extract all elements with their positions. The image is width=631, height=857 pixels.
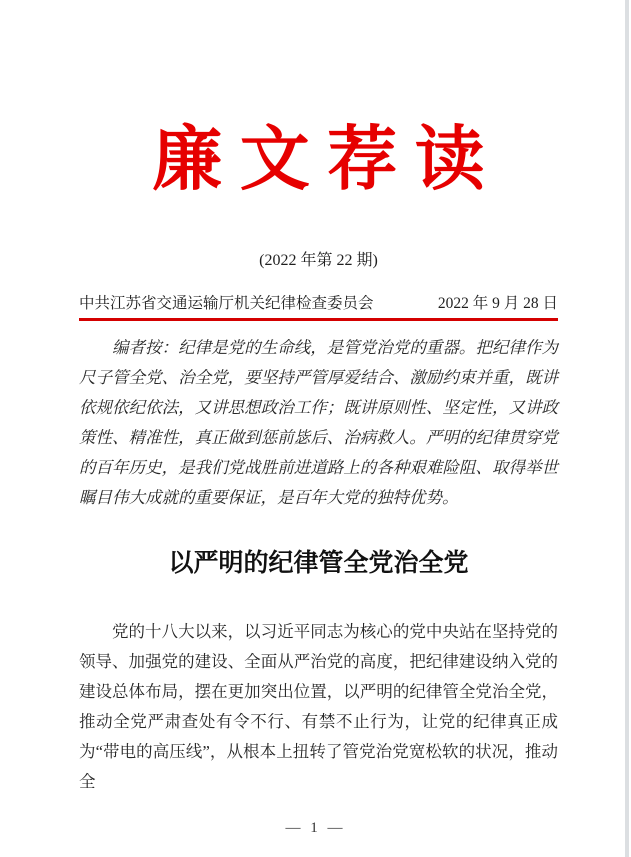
page-right-edge	[625, 0, 629, 857]
document-masthead-title: 廉 文 荐 读	[152, 122, 485, 199]
page-number: — 1 —	[285, 820, 346, 836]
issue-number: (2022 年第 22 期)	[259, 252, 378, 269]
publication-date: 2022 年 9 月 28 日	[437, 295, 558, 312]
publisher-name: 中共江苏省交通运输厅机关纪律检查委员会	[79, 295, 374, 312]
red-divider-line	[79, 318, 558, 321]
article-body-paragraph: 党的十八大以来，以习近平同志为核心的党中央站在坚持党的领导、加强党的建设、全面从严治党的高度，把纪律建设纳入党的建设总体布局，摆在更加突出位置，以严明的纪律管全党治全党，推动全党严肃查处有令不行、有禁不止行为，让党的纪律真正成为“带电的高压线”，从根本上扭转了管党治党宽松软的状况，推动全	[79, 622, 558, 791]
article-title: 以严明的纪律管全党治全党	[168, 550, 469, 577]
publication-info-row	[79, 293, 558, 315]
editor-note-paragraph: 编者按：纪律是党的生命线，是管党治党的重器。把纪律作为尺子管全党、治全党，要坚持严管厚爱结合、激励约束并重，既讲依规依纪依法，又讲思想政治工作；既讲原则性、坚定性，又讲政策性、精准性，真正做到惩前毖后、治病救人。严明的纪律贯穿党的百年历史，是我们党战胜前进道路上的各种艰难险阻、取得举世瞩目伟大成就的重要保证，是百年大党的独特优势。	[79, 338, 558, 507]
